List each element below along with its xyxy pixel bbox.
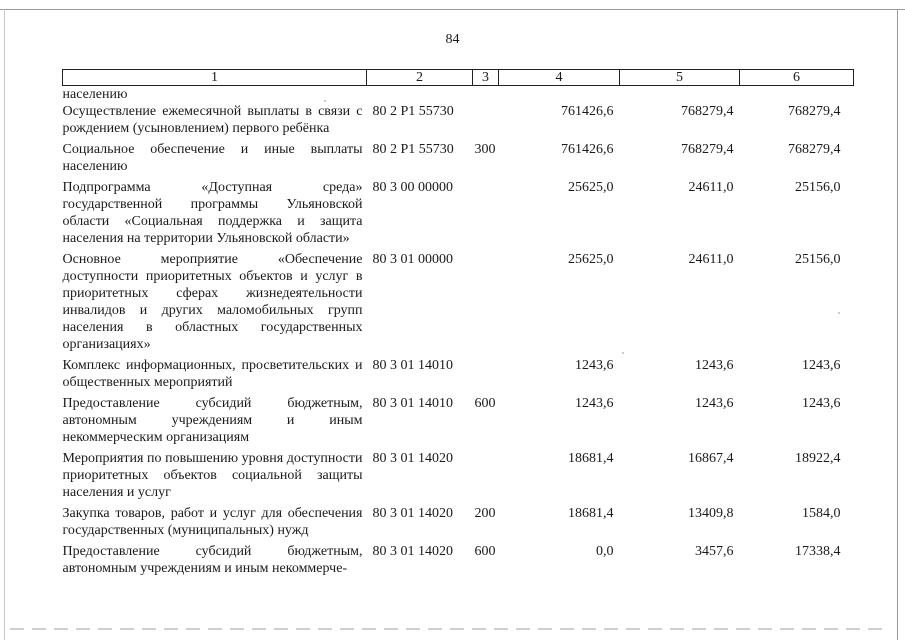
row-value-2020: 768279,4 bbox=[681, 104, 734, 119]
row-value-2020: 3457,6 bbox=[695, 544, 734, 559]
row-value-2021 bbox=[740, 86, 854, 104]
row-value-2019 bbox=[499, 86, 620, 104]
row-code bbox=[367, 86, 473, 104]
row-value-2021: 768279,4 bbox=[788, 104, 841, 119]
row-value-2019: 18681,4 bbox=[568, 506, 614, 521]
row-value-2019: 1243,6 bbox=[575, 358, 614, 373]
scan-edge-top bbox=[0, 9, 905, 10]
page-number: 84 bbox=[445, 32, 460, 47]
table-row bbox=[63, 446, 854, 501]
row-code: 80 3 00 00000 bbox=[372, 180, 453, 195]
row-value-2021: 768279,4 bbox=[788, 142, 841, 157]
row-expense-type bbox=[473, 86, 499, 104]
row-value-2021: 18922,4 bbox=[795, 451, 841, 466]
row-value-2021: 17338,4 bbox=[795, 544, 841, 559]
row-expense-type: 600 bbox=[474, 544, 496, 559]
row-value-2021: 1243,6 bbox=[802, 358, 841, 373]
table-row bbox=[63, 539, 854, 577]
row-value-2019: 1243,6 bbox=[575, 396, 614, 411]
column-header: 2 bbox=[367, 70, 473, 86]
scan-speck bbox=[838, 312, 840, 314]
column-header: 4 bbox=[499, 70, 620, 86]
table-row bbox=[63, 391, 854, 446]
scan-speck bbox=[622, 352, 624, 354]
row-expense-type bbox=[473, 175, 499, 247]
table-row bbox=[63, 247, 854, 353]
row-value-2019: 761426,6 bbox=[561, 104, 614, 119]
row-code: 80 2 P1 55730 bbox=[372, 142, 454, 157]
row-name: Мероприятия по повышению уровня доступности приоритетных объектов социальной защиты населения и услуг bbox=[62, 451, 363, 500]
row-name: Социальное обеспечение и иные выплаты населению bbox=[62, 142, 363, 174]
table-header-row bbox=[63, 70, 854, 86]
column-header: 1 bbox=[63, 70, 367, 86]
table-row bbox=[63, 103, 854, 137]
row-value-2019: 0,0 bbox=[596, 544, 614, 559]
row-expense-type: 200 bbox=[474, 506, 496, 521]
row-expense-type: 600 bbox=[474, 396, 496, 411]
row-name: Закупка товаров, работ и услуг для обеспечения государственных (муниципальных) нужд bbox=[62, 506, 363, 538]
row-expense-type bbox=[473, 446, 499, 501]
row-value-2020: 16867,4 bbox=[688, 451, 734, 466]
scan-footer-artifact bbox=[10, 628, 890, 630]
row-value-2020: 24611,0 bbox=[688, 180, 734, 195]
scan-edge-left bbox=[4, 9, 5, 640]
row-name: Предоставление субсидий бюджетным, автономным учреждениям и иным некоммерческим организациям bbox=[62, 396, 363, 445]
row-code: 80 3 01 14020 bbox=[372, 451, 453, 466]
row-expense-type bbox=[473, 247, 499, 353]
table-row bbox=[63, 86, 854, 104]
row-name: Подпрограмма «Доступная среда» государственной программы Ульяновской области «Социальная поддержка и защита населения на территории Ульяновской области» bbox=[62, 180, 363, 246]
row-name: Комплекс информационных, просветительских и общественных мероприятий bbox=[62, 358, 363, 390]
scan-speck bbox=[324, 100, 326, 102]
row-value-2019: 18681,4 bbox=[568, 451, 614, 466]
row-value-2019: 25625,0 bbox=[568, 252, 614, 267]
row-value-2021: 1584,0 bbox=[802, 506, 841, 521]
row-value-2020: 24611,0 bbox=[688, 252, 734, 267]
row-value-2020: 768279,4 bbox=[681, 142, 734, 157]
row-value-2020: 1243,6 bbox=[695, 358, 734, 373]
row-code: 80 3 01 14010 bbox=[372, 396, 453, 411]
table-row bbox=[63, 501, 854, 539]
row-code: 80 3 01 00000 bbox=[372, 252, 453, 267]
row-expense-type bbox=[473, 103, 499, 137]
row-value-2021: 25156,0 bbox=[795, 180, 841, 195]
row-value-2020 bbox=[620, 86, 740, 104]
row-value-2021: 1243,6 bbox=[802, 396, 841, 411]
row-name: населению bbox=[62, 87, 128, 102]
row-name: Предоставление субсидий бюджетным, автономным учреждениям и иным некоммерче- bbox=[62, 544, 363, 576]
row-code: 80 2 P1 55730 bbox=[372, 104, 454, 119]
table-row bbox=[63, 175, 854, 247]
column-header: 3 bbox=[473, 70, 499, 86]
row-value-2019: 25625,0 bbox=[568, 180, 614, 195]
row-value-2019: 761426,6 bbox=[561, 142, 614, 157]
row-code: 80 3 01 14020 bbox=[372, 544, 453, 559]
row-code: 80 3 01 14020 bbox=[372, 506, 453, 521]
column-header: 6 bbox=[740, 70, 854, 86]
row-value-2021: 25156,0 bbox=[795, 252, 841, 267]
row-code: 80 3 01 14010 bbox=[372, 358, 453, 373]
column-header: 5 bbox=[620, 70, 740, 86]
row-expense-type bbox=[473, 353, 499, 391]
budget-table bbox=[62, 69, 854, 577]
row-name: Основное мероприятие «Обеспечение доступности приоритетных объектов и услуг в приоритетных сферах жизнедеятельности инвалидов и других маломобильных групп населения в областных государственных организациях» bbox=[62, 252, 363, 352]
row-value-2020: 13409,8 bbox=[688, 506, 734, 521]
table-row bbox=[63, 137, 854, 175]
row-name: Осуществление ежемесячной выплаты в связи с рождением (усыновлением) первого ребёнка bbox=[62, 104, 363, 136]
table-row bbox=[63, 353, 854, 391]
row-value-2020: 1243,6 bbox=[695, 396, 734, 411]
scan-edge-right bbox=[897, 9, 898, 640]
row-expense-type: 300 bbox=[474, 142, 496, 157]
